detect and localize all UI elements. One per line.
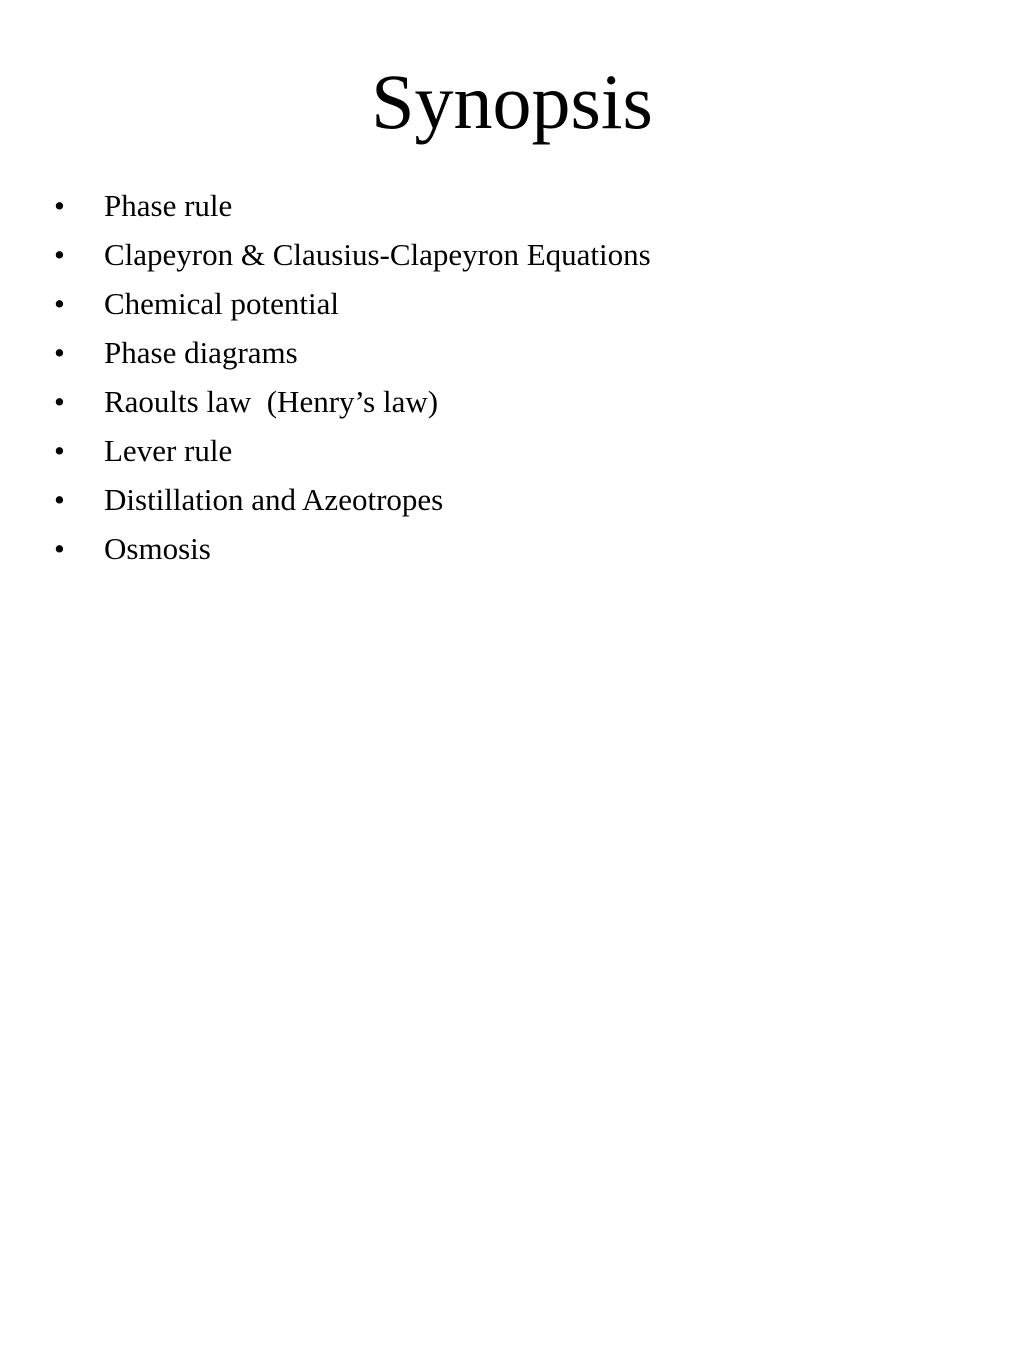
- list-item: [0, 183, 1024, 232]
- bullet-icon: •: [54, 482, 65, 517]
- bullet-icon: •: [54, 384, 65, 419]
- list-item: [0, 281, 1024, 330]
- bullet-icon: •: [54, 237, 65, 272]
- bullet-text: Lever rule: [104, 433, 233, 468]
- bullet-text: Osmosis: [104, 531, 211, 566]
- list-item: [0, 477, 1024, 526]
- bullet-text: Phase diagrams: [104, 335, 298, 370]
- bullet-icon: •: [54, 433, 65, 468]
- bullet-text: Raoults law (Henry’s law): [104, 384, 439, 419]
- bullet-icon: •: [54, 531, 65, 566]
- bullet-icon: •: [54, 188, 65, 223]
- list-item: [0, 330, 1024, 379]
- bullet-icon: •: [54, 335, 65, 370]
- bullet-list: [0, 183, 1024, 575]
- slide-title: Synopsis: [371, 58, 653, 145]
- list-item: [0, 379, 1024, 428]
- list-item: [0, 428, 1024, 477]
- bullet-icon: •: [54, 286, 65, 321]
- bullet-text: Phase rule: [104, 188, 233, 223]
- bullet-text: Distillation and Azeotropes: [104, 482, 444, 517]
- bullet-text: Chemical potential: [104, 286, 340, 321]
- list-item: [0, 232, 1024, 281]
- bullet-text: Clapeyron & Clausius-Clapeyron Equations: [104, 237, 651, 272]
- list-item: [0, 526, 1024, 575]
